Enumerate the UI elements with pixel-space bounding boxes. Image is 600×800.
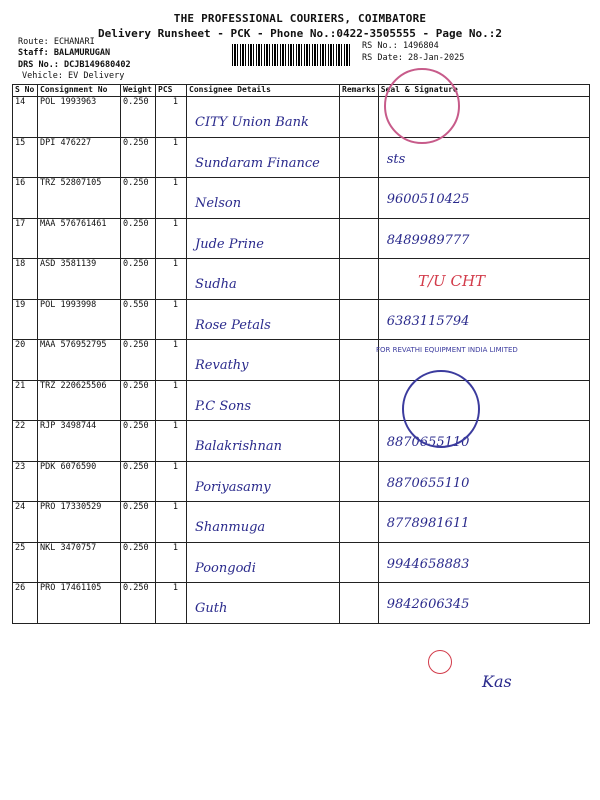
cell-consignment xyxy=(38,421,121,462)
cell-weight xyxy=(121,340,156,381)
table-row xyxy=(13,259,590,300)
cell-weight-text: 0.250 xyxy=(123,178,149,188)
cell-weight xyxy=(121,421,156,462)
cell-consignee-text: Nelson xyxy=(195,196,242,211)
cell-consignee xyxy=(187,218,340,259)
cell-consignment-text: MAA 576952795 xyxy=(40,340,107,350)
cell-consignee-text: Balakrishnan xyxy=(195,439,283,454)
cell-signature-text: 9944658883 xyxy=(386,556,470,572)
cell-signature xyxy=(378,461,589,502)
cell-sno xyxy=(13,218,38,259)
cell-consignment-text: POL 1993963 xyxy=(40,97,97,107)
cell-consignee-text: Shanmuga xyxy=(195,520,266,535)
cell-remarks xyxy=(340,461,379,502)
cell-consignment-text: TRZ 52807105 xyxy=(40,178,102,188)
cell-consignment xyxy=(38,542,121,583)
cell-sno xyxy=(13,137,38,178)
cell-sno xyxy=(13,421,38,462)
cell-consignee xyxy=(187,340,340,381)
cell-consignment xyxy=(38,340,121,381)
cell-pcs-text: 1 xyxy=(172,218,178,229)
cell-consignment-text: PRO 17330529 xyxy=(40,502,102,512)
col-sno: S No xyxy=(13,85,38,97)
cell-consignment-text: MAA 576761461 xyxy=(40,218,107,229)
cell-weight-text: 0.250 xyxy=(123,340,149,350)
cell-sno-text: 19 xyxy=(15,299,26,310)
table-row xyxy=(13,421,590,462)
cell-pcs-text: 1 xyxy=(172,97,178,107)
cell-signature-text: sts xyxy=(386,151,406,167)
cell-weight xyxy=(121,137,156,178)
cell-consignee-text: Guth xyxy=(195,601,228,616)
cell-consignee xyxy=(187,461,340,502)
table-row xyxy=(13,461,590,502)
cell-weight-text: 0.250 xyxy=(123,461,149,472)
table-row xyxy=(13,178,590,219)
cell-sno xyxy=(13,340,38,381)
cell-weight xyxy=(121,380,156,421)
cell-pcs-text: 1 xyxy=(172,178,178,188)
cell-weight-text: 0.250 xyxy=(123,502,149,512)
cell-sno-text: 18 xyxy=(15,259,26,269)
cell-remarks xyxy=(340,97,379,138)
cell-signature-text: 8489989777 xyxy=(386,232,470,248)
cell-sno-text: 24 xyxy=(15,502,26,512)
table-row xyxy=(13,97,590,138)
col-signature: Seal & Signature xyxy=(378,85,589,97)
cell-remarks xyxy=(340,583,379,624)
cell-weight xyxy=(121,178,156,219)
cell-pcs-text: 1 xyxy=(172,461,178,472)
round-seal xyxy=(402,370,480,448)
cell-consignee-text: Sudha xyxy=(195,277,237,292)
cell-weight xyxy=(121,259,156,300)
col-consignee: Consignee Details xyxy=(187,85,340,97)
cell-pcs xyxy=(156,340,187,381)
cell-sno-text: 16 xyxy=(15,178,26,188)
cell-pcs xyxy=(156,542,187,583)
cell-sno-text: 17 xyxy=(15,218,26,229)
cell-pcs-text: 1 xyxy=(172,421,178,431)
cell-pcs-text: 1 xyxy=(172,380,178,391)
cell-remarks xyxy=(340,218,379,259)
table-row xyxy=(13,218,590,259)
cell-sno xyxy=(13,542,38,583)
cell-signature-text: 9600510425 xyxy=(386,192,470,207)
cell-consignment xyxy=(38,97,121,138)
cell-remarks xyxy=(340,340,379,381)
cell-sno-text: 25 xyxy=(15,542,26,553)
cell-sno xyxy=(13,178,38,219)
cell-sno xyxy=(13,583,38,624)
cell-consignee xyxy=(187,97,340,138)
cell-consignment xyxy=(38,259,121,300)
cell-remarks xyxy=(340,178,379,219)
cell-signature xyxy=(378,583,589,624)
table-header-row xyxy=(13,85,590,97)
cell-consignee-text: Rose Petals xyxy=(195,317,271,333)
cell-consignee-text: Sundaram Finance xyxy=(195,155,320,171)
cell-remarks xyxy=(340,299,379,340)
cell-signature xyxy=(378,542,589,583)
company-seal xyxy=(384,68,460,144)
cell-sno xyxy=(13,461,38,502)
cell-pcs xyxy=(156,178,187,219)
cell-consignee xyxy=(187,259,340,300)
cell-pcs xyxy=(156,259,187,300)
cell-pcs-text: 1 xyxy=(172,583,178,593)
table-row xyxy=(13,380,590,421)
drs-label: DRS No.: DCJB149680402 xyxy=(18,60,131,70)
cell-remarks xyxy=(340,259,379,300)
cell-consignment-text: ASD 3581139 xyxy=(40,259,97,269)
col-consignment: Consignment No xyxy=(38,85,121,97)
cell-consignee-text: Revathy xyxy=(195,358,249,373)
cell-consignee-text: P.C Sons xyxy=(195,398,252,414)
company-stamp-line: FOR REVATHI EQUIPMENT INDIA LIMITED xyxy=(376,346,518,354)
cell-pcs xyxy=(156,502,187,543)
cell-consignment-text: RJP 3498744 xyxy=(40,421,97,431)
staff-label: Staff: BALAMURUGAN xyxy=(18,48,111,58)
cell-consignment-text: POL 1993998 xyxy=(40,299,97,310)
cell-consignee xyxy=(187,299,340,340)
cell-pcs-text: 1 xyxy=(172,502,178,512)
cell-consignee xyxy=(187,137,340,178)
cell-consignment xyxy=(38,218,121,259)
table-row xyxy=(13,583,590,624)
cell-signature-text: 8778981611 xyxy=(386,516,470,531)
cell-consignee-text: Poongodi xyxy=(195,560,256,576)
cell-pcs xyxy=(156,583,187,624)
cell-weight xyxy=(121,583,156,624)
cell-pcs xyxy=(156,137,187,178)
cell-signature-text: 9842606345 xyxy=(386,597,470,612)
cell-consignment xyxy=(38,502,121,543)
cell-signature-text: 8870655110 xyxy=(386,435,470,450)
cell-consignment xyxy=(38,178,121,219)
cell-sno xyxy=(13,502,38,543)
rs-number: RS No.: 1496804 xyxy=(362,41,439,51)
cell-signature-text: 6383115794 xyxy=(386,313,470,329)
cell-sno xyxy=(13,380,38,421)
cell-pcs-text: 1 xyxy=(172,137,178,148)
cell-consignee xyxy=(187,583,340,624)
cell-weight-text: 0.250 xyxy=(123,137,149,148)
cell-signature xyxy=(378,137,589,178)
barcode xyxy=(232,44,352,66)
cell-sno-text: 20 xyxy=(15,340,26,350)
cell-sno xyxy=(13,97,38,138)
cell-pcs-text: 1 xyxy=(172,542,178,553)
cell-pcs xyxy=(156,380,187,421)
runsheet-subtitle: Delivery Runsheet - PCK - Phone No.:0422-3505555 - Page No.:2 xyxy=(98,27,502,40)
cell-weight xyxy=(121,502,156,543)
cell-weight-text: 0.250 xyxy=(123,542,149,553)
route-label: Route: ECHANARI xyxy=(18,37,95,47)
cell-consignee-text: Poriyasamy xyxy=(195,479,271,495)
cell-consignment xyxy=(38,380,121,421)
cell-sno-text: 14 xyxy=(15,97,26,107)
cell-remarks xyxy=(340,137,379,178)
cell-weight-text: 0.550 xyxy=(123,299,149,310)
cell-consignment xyxy=(38,299,121,340)
cell-pcs-text: 1 xyxy=(172,259,178,269)
cell-consignment xyxy=(38,137,121,178)
cell-pcs xyxy=(156,461,187,502)
cell-weight xyxy=(121,461,156,502)
table-row xyxy=(13,299,590,340)
cell-signature-text: 8870655110 xyxy=(386,475,470,491)
table-row xyxy=(13,542,590,583)
cell-weight-text: 0.250 xyxy=(123,97,149,107)
cell-signature xyxy=(378,502,589,543)
cell-weight-text: 0.250 xyxy=(123,259,149,269)
cell-remarks xyxy=(340,542,379,583)
cell-pcs xyxy=(156,299,187,340)
cell-weight-text: 0.250 xyxy=(123,583,149,593)
company-title: THE PROFESSIONAL COURIERS, COIMBATORE xyxy=(173,12,427,25)
cell-consignment-text: PDK 6076590 xyxy=(40,461,97,472)
cell-weight-text: 0.250 xyxy=(123,218,149,229)
footer-signature: Kas xyxy=(482,672,512,691)
cell-pcs xyxy=(156,97,187,138)
cell-consignee-text: CITY Union Bank xyxy=(195,115,309,130)
cell-sno-text: 22 xyxy=(15,421,26,431)
red-mark: T/U CHT xyxy=(418,272,486,290)
table-row xyxy=(13,137,590,178)
cell-weight xyxy=(121,218,156,259)
col-weight: Weight xyxy=(121,85,156,97)
cell-remarks xyxy=(340,421,379,462)
cell-consignee xyxy=(187,380,340,421)
cell-pcs-text: 1 xyxy=(172,340,178,350)
cell-pcs xyxy=(156,421,187,462)
cell-pcs-text: 1 xyxy=(172,299,178,310)
cell-sno xyxy=(13,299,38,340)
col-remarks: Remarks xyxy=(340,85,379,97)
cell-sno-text: 15 xyxy=(15,137,26,148)
col-pcs: PCS xyxy=(156,85,187,97)
cell-consignee xyxy=(187,502,340,543)
cell-weight xyxy=(121,97,156,138)
table-row xyxy=(13,502,590,543)
cell-consignee-text: Jude Prine xyxy=(195,236,264,252)
cell-remarks xyxy=(340,380,379,421)
cell-consignee xyxy=(187,542,340,583)
cell-weight xyxy=(121,299,156,340)
cell-signature xyxy=(378,178,589,219)
cell-sno-text: 23 xyxy=(15,461,26,472)
cell-consignment xyxy=(38,583,121,624)
cell-consignment xyxy=(38,461,121,502)
cell-remarks xyxy=(340,502,379,543)
cell-consignee xyxy=(187,178,340,219)
cell-sno xyxy=(13,259,38,300)
rs-date: RS Date: 28-Jan-2025 xyxy=(362,53,465,63)
cell-weight-text: 0.250 xyxy=(123,380,149,391)
cell-signature xyxy=(378,299,589,340)
cell-pcs xyxy=(156,218,187,259)
cell-consignment-text: NKL 3470757 xyxy=(40,542,97,553)
cell-consignee xyxy=(187,421,340,462)
cell-consignment-text: PRO 17461105 xyxy=(40,583,102,593)
cell-sno-text: 21 xyxy=(15,380,26,391)
cell-weight-text: 0.250 xyxy=(123,421,149,431)
cell-sno-text: 26 xyxy=(15,583,26,593)
cell-weight xyxy=(121,542,156,583)
vehicle-label: Vehicle: EV Delivery xyxy=(22,71,125,81)
cell-consignment-text: TRZ 220625506 xyxy=(40,380,107,391)
red-circle-mark xyxy=(428,650,452,674)
cell-consignment-text: DPI 476227 xyxy=(40,137,92,148)
cell-signature xyxy=(378,218,589,259)
